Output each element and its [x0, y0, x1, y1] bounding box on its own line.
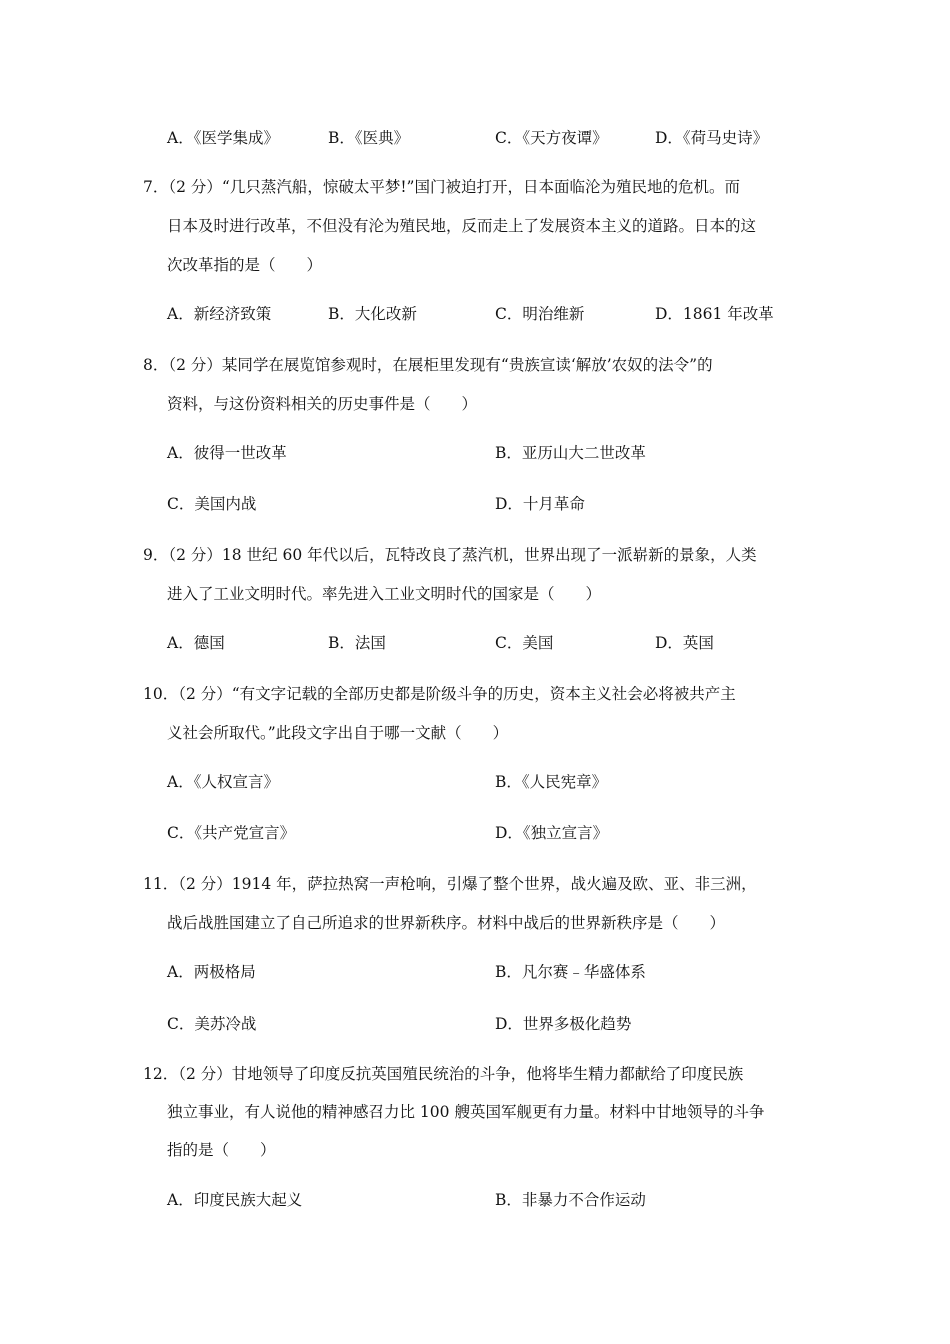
q10-option-b: B．《人民宪章》 [495, 773, 608, 791]
q9-stem-line-1: 9．（2 分）18 世纪 60 年代以后，瓦特改良了蒸汽机，世界出现了一派崭新的景象，人类 [143, 546, 757, 564]
q6-option-b: B．《医典》 [328, 129, 410, 147]
q8-option-a: A．彼得一世改革 [167, 444, 287, 462]
q8-stem-line-1: 8．（2 分）某同学在展览馆参观时，在展柜里发现有“贵族宣读‘解放’农奴的法令”的 [143, 356, 713, 374]
q10-stem-line-2: 义社会所取代。”此段文字出自于哪一文献（ ） [167, 724, 509, 742]
q7-option-c: C．明治维新 [495, 305, 585, 323]
q9-option-d: D．英国 [655, 634, 714, 652]
q9-option-c: C．美国 [495, 634, 554, 652]
q12-option-b: B．非暴力不合作运动 [495, 1191, 646, 1209]
q11-option-d: D．世界多极化趋势 [495, 1015, 632, 1033]
q12-stem-line-1: 12．（2 分）甘地领导了印度反抗英国殖民统治的斗争，他将毕生精力都献给了印度民族 [143, 1065, 744, 1083]
q6-option-c: C．《天方夜谭》 [495, 129, 608, 147]
q8-option-c: C．美国内战 [167, 495, 257, 513]
q10-stem-line-1: 10．（2 分）“有文字记载的全部历史都是阶级斗争的历史，资本主义社会必将被共产主 [143, 685, 736, 703]
q7-stem-line-1: 7．（2 分）“几只蒸汽船，惊破太平梦!”国门被迫打开，日本面临沦为殖民地的危机。而 [143, 178, 740, 196]
q6-option-a: A．《医学集成》 [167, 129, 279, 147]
q11-stem-line-1: 11．（2 分）1914 年，萨拉热窝一声枪响，引爆了整个世界，战火遍及欧、亚、非三洲， [143, 875, 757, 893]
q11-stem-line-2: 战后战胜国建立了自己所追求的世界新秩序。材料中战后的世界新秩序是（ ） [167, 914, 726, 932]
q8-option-d: D．十月革命 [495, 495, 585, 513]
q11-option-c: C．美苏冷战 [167, 1015, 257, 1033]
q12-stem-line-3: 指的是（ ） [167, 1141, 276, 1159]
q7-option-a: A．新经济致策 [167, 305, 272, 323]
q11-option-a: A．两极格局 [167, 963, 256, 981]
q7-option-d: D．1861 年改革 [655, 305, 774, 323]
q6-option-d: D．《荷马史诗》 [655, 129, 769, 147]
q11-option-b: B．凡尔赛﹣华盛体系 [495, 963, 646, 981]
q10-option-a: A．《人权宣言》 [167, 773, 279, 791]
q10-option-d: D．《独立宣言》 [495, 824, 609, 842]
q7-option-b: B．大化改新 [328, 305, 417, 323]
q7-stem-line-2: 日本及时进行改革，不但没有沦为殖民地，反而走上了发展资本主义的道路。日本的这 [167, 217, 757, 235]
q8-option-b: B．亚历山大二世改革 [495, 444, 646, 462]
q9-stem-line-2: 进入了工业文明时代。率先进入工业文明时代的国家是（ ） [167, 585, 602, 603]
q7-stem-line-3: 次改革指的是（ ） [167, 256, 323, 274]
q9-option-b: B．法国 [328, 634, 386, 652]
q9-option-a: A．德国 [167, 634, 225, 652]
q10-option-c: C．《共产党宣言》 [167, 824, 296, 842]
q12-stem-line-2: 独立事业，有人说他的精神感召力比 100 艘英国军舰更有力量。材料中甘地领导的斗争 [167, 1103, 765, 1121]
q8-stem-line-2: 资料，与这份资料相关的历史事件是（ ） [167, 395, 478, 413]
q12-option-a: A．印度民族大起义 [167, 1191, 303, 1209]
